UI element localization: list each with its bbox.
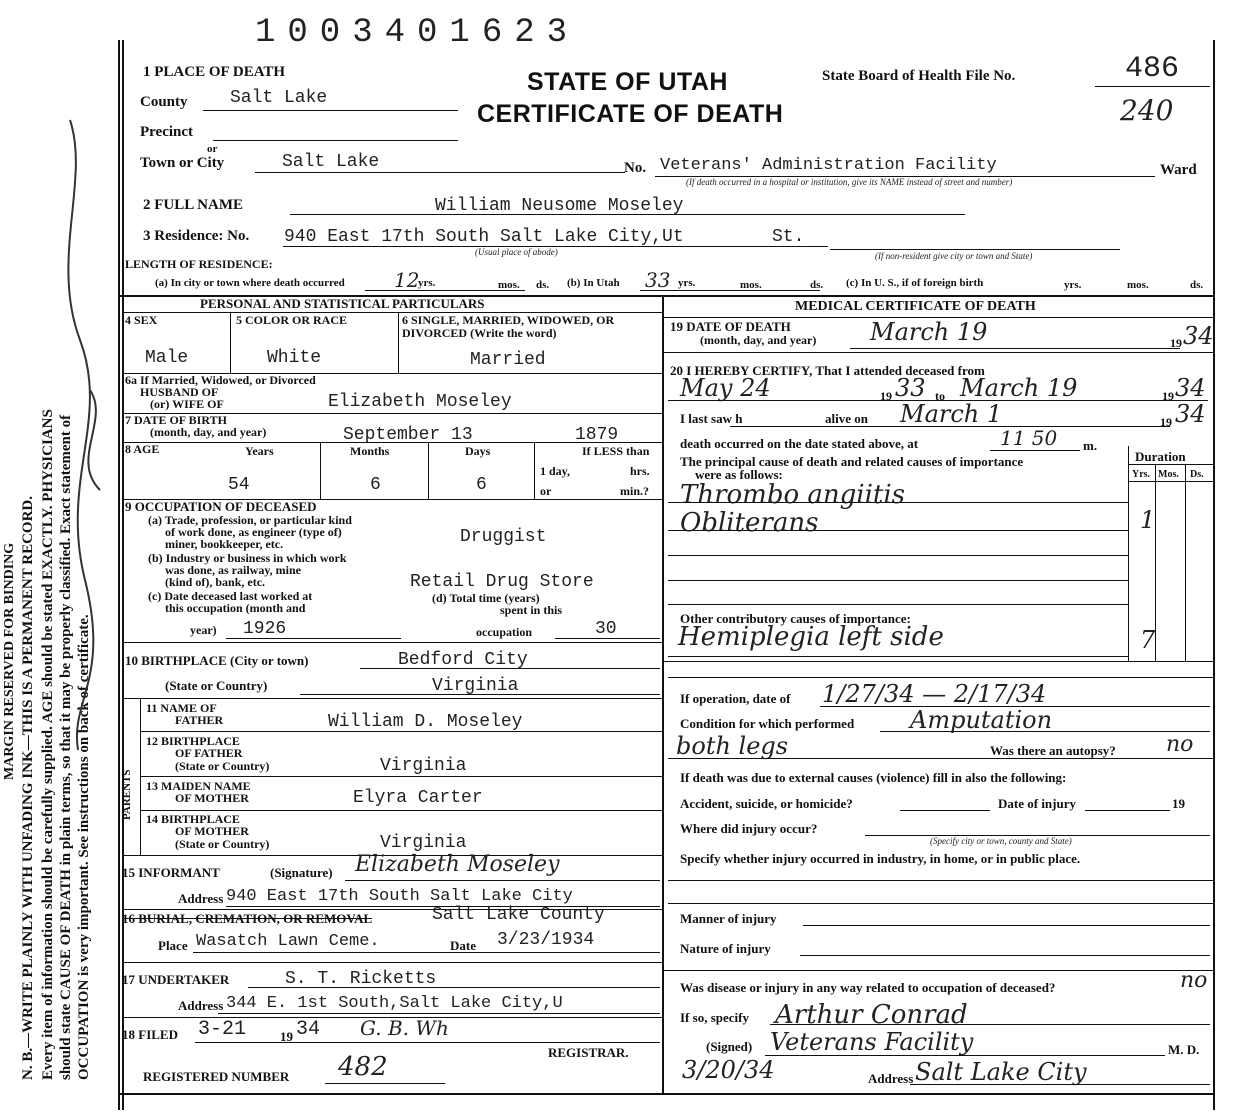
file-no-label: State Board of Health File No.: [822, 68, 1016, 84]
serial-number: 1003401623: [255, 14, 580, 52]
occ-d-1: (d) Total time (years): [432, 591, 540, 605]
death-m: m.: [1083, 438, 1098, 453]
operation-label: If operation, date of: [680, 691, 791, 706]
dob-year: 1879: [575, 425, 619, 445]
length-c-ds: ds.: [1190, 279, 1204, 291]
last-saw-label: I last saw h: [680, 411, 743, 426]
autopsy-value: no: [1166, 732, 1194, 757]
father-bp-3: (State or Country): [175, 759, 270, 773]
contrib-duration: 7: [1140, 626, 1156, 654]
county-value: Salt Lake: [230, 88, 328, 108]
occ-d-3: occupation: [476, 625, 533, 639]
mother-bp-2: OF MOTHER: [175, 824, 249, 838]
attended-from-year: 33: [895, 374, 926, 402]
occupation-value: Druggist: [460, 527, 547, 547]
length-b-ds: ds.: [810, 279, 824, 291]
md-label: M. D.: [1168, 1042, 1200, 1057]
dob-sub: (month, day, and year): [150, 425, 267, 439]
dod-value: March 19: [870, 318, 988, 346]
length-b-years: 33: [645, 268, 671, 292]
informant-address-label: Address: [178, 891, 224, 906]
less-hrs: hrs.: [630, 464, 650, 478]
parents-label: PARENTS: [121, 769, 133, 820]
undertaker-address-label: Address: [178, 998, 224, 1013]
length-a-ds: ds.: [536, 279, 550, 291]
spouse-label-3: (or) WIFE OF: [150, 397, 224, 411]
accident-label: Accident, suicide, or homicide?: [680, 796, 853, 811]
margin-line4: OCCUPATION is very important. See instructions on back of certificate.: [76, 614, 92, 1080]
registrar-label: REGISTRAR.: [548, 1045, 629, 1060]
if-so-value: Arthur Conrad: [775, 1000, 968, 1030]
attended-to: March 19: [960, 374, 1078, 402]
left-border: [118, 40, 120, 1110]
length-b-mos: mos.: [740, 279, 762, 291]
less-min: min.?: [620, 484, 650, 498]
state-title: STATE OF UTAH: [527, 68, 728, 96]
occ-a-3: miner, bookkeeper, etc.: [165, 537, 284, 551]
place-of-death-heading: 1 PLACE OF DEATH: [143, 64, 286, 80]
birthplace-label: 10 BIRTHPLACE (City or town): [125, 653, 309, 668]
length-residence-label: LENGTH OF RESIDENCE:: [125, 257, 273, 271]
dod-year: 34: [1183, 322, 1214, 350]
mother-bp-1: 14 BIRTHPLACE: [146, 812, 240, 826]
residence-note2: (If non-resident give city or town and State): [875, 251, 1033, 261]
occ-a-1: (a) Trade, profession, or particular kind: [148, 513, 352, 527]
length-c-yrs: yrs.: [1064, 279, 1082, 291]
dod-label-1: 19 DATE OF DEATH: [670, 319, 791, 334]
last-worked-value: 1926: [243, 619, 287, 639]
father-bp-2: OF FATHER: [175, 746, 243, 760]
length-c-label: (c) In U. S., if of foreign birth: [846, 277, 984, 289]
county-label: County: [140, 94, 188, 110]
father-bp-value: Virginia: [380, 756, 467, 776]
burial-place: Wasatch Lawn Ceme.: [196, 932, 380, 951]
undertaker-address: 344 E. 1st South,Salt Lake City,U: [226, 994, 563, 1013]
age-years: 54: [228, 475, 250, 495]
signed-value: Veterans Facility: [770, 1028, 974, 1056]
medical-heading: MEDICAL CERTIFICATE OF DEATH: [795, 299, 1036, 314]
mother-label-2: OF MOTHER: [175, 791, 249, 805]
residence-value: 940 East 17th South Salt Lake City,Ut: [284, 227, 684, 247]
facility-value: Veterans' Administration Facility: [660, 156, 997, 175]
occ-label: 9 OCCUPATION OF DECEASED: [125, 499, 317, 514]
condition-value-2: both legs: [676, 732, 789, 760]
father-label-2: FATHER: [175, 713, 224, 727]
town-value: Salt Lake: [282, 152, 380, 172]
father-bp-1: 12 BIRTHPLACE: [146, 734, 240, 748]
ward-label: Ward: [1160, 162, 1197, 178]
filed-year: 34: [296, 1018, 321, 1041]
length-a-mos: mos.: [498, 279, 520, 291]
undertaker-value: S. T. Ricketts: [285, 969, 437, 989]
contrib-label: Other contributory causes of importance:: [680, 611, 911, 626]
registered-number: 482: [338, 1052, 388, 1082]
birthplace-city: Bedford City: [398, 650, 528, 670]
burial-date-label: Date: [450, 938, 476, 953]
sex-label: 4 SEX: [125, 313, 158, 327]
cause-duration: 1: [1140, 506, 1156, 534]
informant-address: 940 East 17th South Salt Lake City: [226, 887, 573, 906]
age-years-label: Years: [245, 444, 274, 458]
occ-c-2: this occupation (month and: [165, 601, 306, 615]
signed-label: (Signed): [706, 1039, 753, 1054]
margin-scrawl: [30, 60, 110, 760]
left-inner-border: [122, 40, 124, 1110]
principal-label-1: The principal cause of death and related causes of importance: [680, 454, 1024, 469]
length-b-yrs: yrs.: [678, 277, 696, 289]
cause-1: Thrombo angiitis: [680, 480, 906, 510]
attended-to-label: to: [935, 389, 945, 403]
town-label: Town or City: [140, 155, 225, 171]
attended-from: May 24: [680, 374, 771, 402]
injury-19: 19: [1172, 796, 1185, 811]
manner-label: Manner of injury: [680, 911, 777, 926]
last-saw-19: 19: [1160, 415, 1172, 429]
residence-label: 3 Residence: No.: [143, 228, 250, 244]
birthplace-state: Virginia: [432, 676, 519, 696]
duration-ds: Ds.: [1190, 469, 1204, 480]
alive-on-label: alive on: [825, 411, 868, 426]
color-value: White: [267, 348, 322, 368]
signed-address-label: Address: [868, 1071, 914, 1086]
dob-value: September 13: [343, 425, 473, 445]
age-days: 6: [476, 475, 487, 495]
duration-label: Duration: [1135, 449, 1186, 464]
nature-label: Nature of injury: [680, 941, 771, 956]
age-days-label: Days: [465, 444, 491, 458]
marital-value: Married: [470, 350, 546, 370]
condition-value: Amputation: [910, 706, 1053, 734]
occ-c-1: (c) Date deceased last worked at: [148, 589, 313, 603]
occupation-related-value: no: [1180, 968, 1208, 993]
dob-label: 7 DATE OF BIRTH: [125, 413, 227, 427]
duration-mos: Mos.: [1158, 469, 1179, 480]
full-name-label: 2 FULL NAME: [143, 197, 244, 213]
age-label: 8 AGE: [125, 442, 160, 456]
margin-line2: Every item of information should be carefully supplied. AGE should be stated EXACTLY. PHYSICIANS: [40, 409, 56, 1080]
principal-label-2: were as follows:: [695, 467, 783, 482]
attended-19b: 19: [1162, 389, 1174, 403]
certificate-title: CERTIFICATE OF DEATH: [477, 100, 784, 128]
birthplace-state-label: (State or Country): [165, 678, 268, 693]
or-label: or: [207, 143, 218, 155]
mother-value: Elyra Carter: [353, 788, 483, 808]
burial-label: 16 BURIAL, CREMATION, OR REMOVAL: [122, 911, 373, 926]
mother-bp-3: (State or Country): [175, 837, 270, 851]
duration-yrs: Yrs.: [1132, 469, 1151, 480]
marital-label: 6 SINGLE, MARRIED, WIDOWED, OR DIVORCED (Write the word): [402, 313, 615, 340]
no-label: No.: [624, 160, 647, 176]
registrar-signature: G. B. Wh: [360, 1016, 449, 1040]
margin-line1: N. B.—WRITE PLAINLY WITH UNFADING INK—THIS IS A PERMANENT RECORD.: [20, 496, 36, 1080]
certify-label: 20 I HEREBY CERTIFY, That I attended deceased from: [670, 363, 985, 378]
condition-label: Condition for which performed: [680, 716, 855, 731]
total-time-value: 30: [595, 619, 617, 639]
death-occurred-label: death occurred on the date stated above, at: [680, 436, 919, 451]
occ-d-2: spent in this: [500, 603, 563, 617]
where-label: Where did injury occur?: [680, 821, 818, 836]
undertaker-label: 17 UNDERTAKER: [122, 972, 230, 987]
length-a-years: 12: [394, 268, 420, 292]
occ-b-2: was done, as railway, mine: [165, 563, 302, 577]
occupation-related-label: Was disease or injury in any way related to occupation of deceased?: [680, 980, 1056, 995]
if-so-label: If so, specify: [680, 1010, 749, 1025]
margin-line3: should state CAUSE OF DEATH in plain terms, so that it may be properly classified. Exact statement of: [58, 414, 74, 1080]
father-value: William D. Moseley: [328, 712, 523, 732]
margin-binding: MARGIN RESERVED FOR BINDING: [2, 542, 17, 780]
cause-2: Obliterans: [680, 508, 819, 538]
sex-value: Male: [145, 348, 189, 368]
right-border: [1213, 40, 1215, 1110]
attended-to-year: 34: [1175, 374, 1206, 402]
operation-dates: 1/27/34 — 2/17/34: [822, 680, 1047, 708]
mother-bp-value: Virginia: [380, 833, 467, 853]
dod-label-2: (month, day, and year): [700, 333, 817, 347]
occ-c-3: year): [190, 623, 217, 637]
occ-a-2: of work done, as engineer (type of): [165, 525, 342, 539]
length-c-mos: mos.: [1127, 279, 1149, 291]
specify-label: Specify whether injury occurred in industry, in home, or in public place.: [680, 851, 1081, 866]
informant-label: 15 INFORMANT: [122, 865, 220, 880]
dod-19: 19: [1170, 336, 1182, 350]
industry-value: Retail Drug Store: [410, 572, 594, 592]
contrib-value: Hemiplegia left side: [678, 622, 944, 652]
column-divider: [662, 295, 664, 1095]
external-label: If death was due to external causes (violence) fill in also the following:: [680, 770, 1067, 785]
registered-label: REGISTERED NUMBER: [143, 1069, 290, 1084]
color-label: 5 COLOR OR RACE: [236, 313, 348, 327]
father-label-1: 11 NAME OF: [146, 701, 217, 715]
signed-address: Salt Lake City: [915, 1058, 1087, 1086]
less-or: or: [540, 484, 552, 498]
occ-b-3: (kind of), bank, etc.: [165, 575, 266, 589]
signature-label: (Signature): [270, 865, 333, 880]
residence-st: St.: [772, 227, 805, 247]
file-no-value: 486: [1125, 52, 1180, 86]
signed-date: 3/20/34: [682, 1056, 775, 1084]
informant-signature: Elizabeth Moseley: [355, 852, 560, 877]
length-b-label: (b) In Utah: [567, 277, 620, 289]
burial-date: 3/23/1934: [497, 930, 595, 950]
last-saw-value: March 1: [900, 400, 1003, 428]
facility-note: (If death occurred in a hospital or institution, give its NAME instead of street and number): [686, 177, 1013, 187]
less-label-1: If LESS than: [582, 444, 650, 458]
last-saw-year: 34: [1175, 400, 1206, 428]
mother-label-1: 13 MAIDEN NAME: [146, 779, 251, 793]
attended-19a: 19: [880, 389, 892, 403]
bottom-border: [118, 1093, 1215, 1095]
death-time: 11 50: [1000, 426, 1058, 450]
spouse-value: Elizabeth Moseley: [328, 392, 512, 412]
filed-date: 3-21: [198, 1018, 247, 1041]
file-sub-value: 240: [1120, 94, 1174, 127]
precinct-label: Precinct: [140, 124, 194, 140]
burial-value: Salt Lake County: [432, 905, 605, 925]
where-note: (Specify city or town, county and State): [930, 836, 1072, 846]
less-label-2: 1 day,: [540, 464, 571, 478]
length-a-yrs: yrs.: [418, 277, 436, 289]
full-name-value: William Neusome Moseley: [435, 196, 684, 216]
residence-note1: (Usual place of abode): [475, 247, 558, 257]
autopsy-label: Was there an autopsy?: [990, 743, 1116, 758]
spouse-label-2: HUSBAND OF: [140, 385, 219, 399]
age-months-label: Months: [350, 444, 390, 458]
occ-b-1: (b) Industry or business in which work: [148, 551, 347, 565]
spouse-label-1: 6a If Married, Widowed, or Divorced: [125, 373, 316, 387]
place-label: Place: [158, 938, 188, 953]
filed-19: 19: [280, 1029, 293, 1044]
length-a-label: (a) In city or town where death occurred: [155, 277, 345, 289]
age-months: 6: [370, 475, 381, 495]
filed-label: 18 FILED: [122, 1027, 178, 1042]
personal-heading: PERSONAL AND STATISTICAL PARTICULARS: [200, 296, 485, 311]
injury-date-label: Date of injury: [998, 796, 1076, 811]
